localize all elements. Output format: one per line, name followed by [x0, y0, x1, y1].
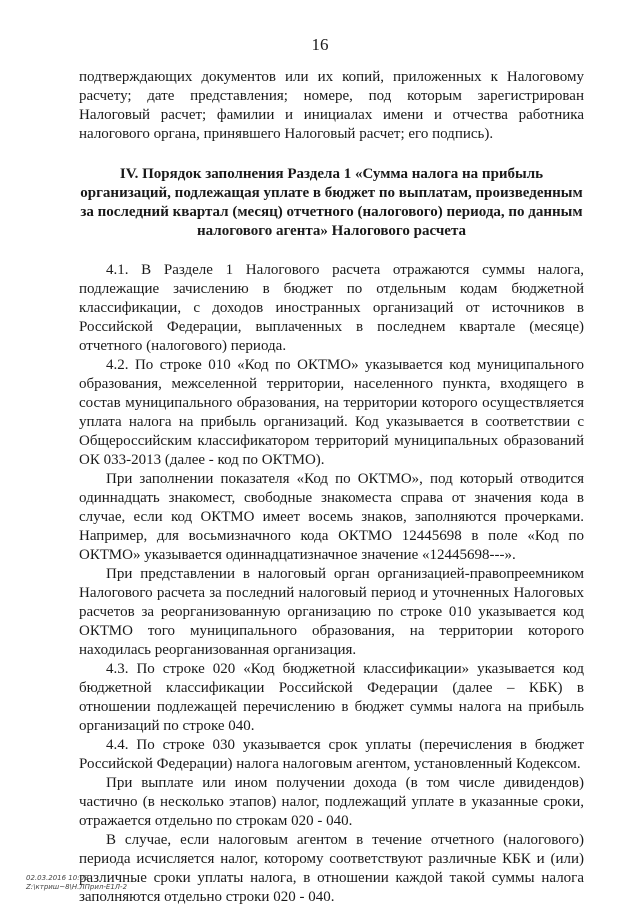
paragraph-successor: При представлении в налоговый орган организацией-правопреемником Налогового расчета за последний налоговый период и уточненных Налоговых расчетов за реорганизованную организацию по строке 010 указывается код ОКТМО того муниципального образования, на территории которого находилась реорганизованная организация.: [79, 566, 584, 658]
paragraph-4-4: 4.4. По строке 030 указывается срок уплаты (перечисления в бюджет Российской Федерации) налога налоговым агентом, установленный Кодексом.: [79, 737, 584, 772]
page-number: 16: [311, 35, 329, 54]
footer-timestamp: 02.03.2016 10:09: [26, 874, 89, 882]
paragraph-4-1: 4.1. В Разделе 1 Налогового расчета отражаются суммы налога, подлежащие зачислению в бюджет по отдельным кодам бюджетной классификации, с доходов иностранных организаций от источников в Российской Федерации, выплаченных в последнем квартале (месяце) отчетного (налогового) периода.: [79, 262, 584, 354]
paragraph-oktmo-fill: При заполнении показателя «Код по ОКТМО», под который отводится одиннадцать знакомест, свободные знакоместа справа от значения кода в случае, если код ОКТМО имеет восемь знаков, заполняются прочерками. Например, для восьмизначного кода ОКТМО 12445698 в поле «Код по ОКТМО» указывается одиннадцатизначное значение «12445698---».: [79, 471, 584, 563]
paragraph-4-3: 4.3. По строке 020 «Код бюджетной классификации» указывается код бюджетной классификации Российской Федерации (далее – КБК) в отношении подлежащей перечислению в бюджет суммы налога на прибыль организаций по строке 040.: [79, 661, 584, 734]
paragraph-partial-payment: При выплате или ином получении дохода (в том числе дивидендов) частично (в несколько этапов) налог, подлежащий уплате в указанные сроки, отражается отдельно по строкам 020 - 040.: [79, 775, 584, 829]
document-body: [79, 68, 584, 907]
file-path-footer: [26, 874, 127, 892]
paragraph-4-2: 4.2. По строке 010 «Код по ОКТМО» указывается код муниципального образования, межселенной территории, населенного пункта, входящего в состав муниципального образования, на территории которого осуществляется уплата налога на прибыль организаций. Код указывается в соответствии с Общероссийским классификатором территорий муниципальных образований ОК 033-2013 (далее - код по ОКТМО).: [79, 357, 584, 468]
section-heading: IV. Порядок заполнения Раздела 1 «Сумма налога на прибыль организаций, подлежащая уплате в бюджет по выплатам, произведенным за последний квартал (месяц) отчетного (налогового) периода, по данным налогового агента» Налогового расчета: [80, 166, 583, 239]
footer-path: Z:\ктриш~8\Н.ЛПрил-Е1Л-2: [26, 883, 128, 891]
paragraph-multiple-kbk: В случае, если налоговым агентом в течение отчетного (налогового) периода исчисляется налог, которому соответствуют различные КБК и (или) различные сроки уплаты налога, в отношении каждой такой суммы налога заполняются отдельно строки 020 - 040.: [79, 832, 584, 905]
continued-paragraph: подтверждающих документов или их копий, приложенных к Налоговому расчету; дате представления; номере, под которым зарегистрирован Налоговый расчет; фамилии и инициалах имени и отчества работника налогового органа, принявшего Налоговый расчет; его подпись).: [79, 69, 584, 142]
